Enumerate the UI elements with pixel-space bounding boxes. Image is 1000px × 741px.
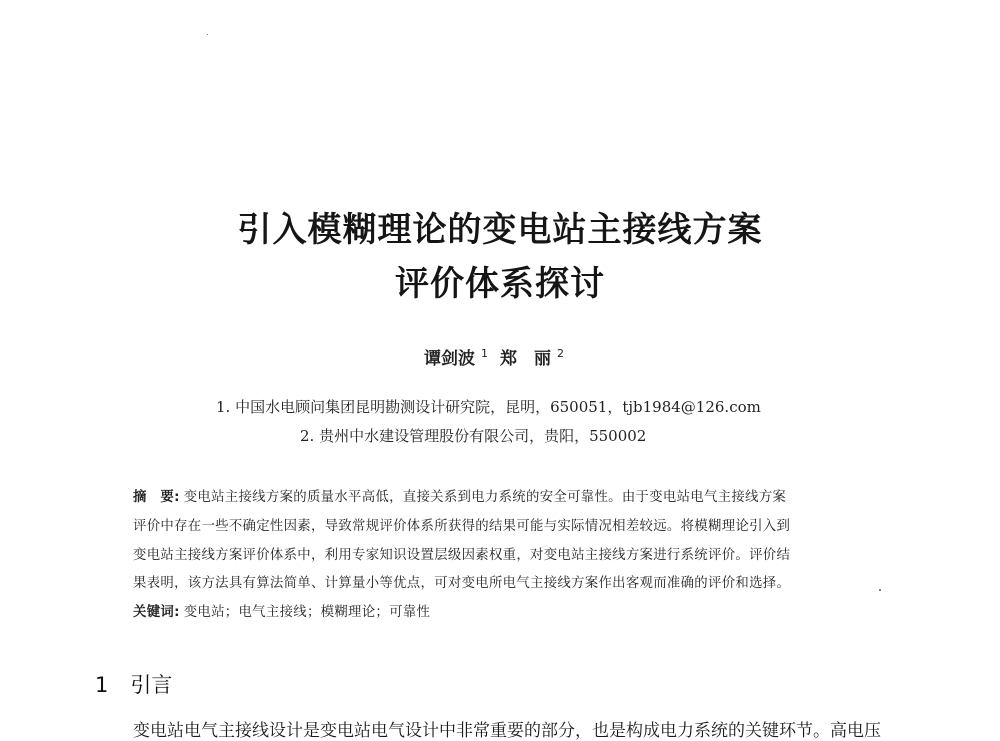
abstract-line [133,486,786,505]
section-number: 1 [95,673,109,697]
affiliation-2: 2. 贵州中水建设管理股份有限公司，贵阳，550002 [300,427,647,445]
author-name: 郑 丽 [500,349,551,369]
paper-title-line-1: 引入模糊理论的变电站主接线方案 [237,210,763,250]
abstract-label: 摘 要: [133,490,180,505]
keywords-label: 关键词: [133,605,180,620]
keywords-line [133,601,430,620]
paper-title-line-2: 评价体系探讨 [395,264,605,304]
author-affiliation-mark: 1 [481,347,488,360]
scan-speck [207,34,208,35]
abstract-line: 变电站主接线方案评价体系中，利用专家知识设置层级因素权重，对变电站主接线方案进行系统评价。评价结 [133,548,791,563]
keywords-text: 变电站；电气主接线；模糊理论；可靠性 [183,605,431,620]
abstract-line: 果表明，该方法具有算法简单、计算量小等优点，可对变电所电气主接线方案作出客观而准确的评价和选择。 [133,576,791,591]
scan-speck [879,589,881,591]
abstract-line: 评价中存在一些不确定性因素，导致常规评价体系所获得的结果可能与实际情况相差较远。将模糊理论引入到 [133,519,791,534]
body-text-line: 变电站电气主接线设计是变电站电气设计中非常重要的部分，也是构成电力系统的关键环节。高电压 [133,721,881,741]
author-list [0,344,1000,369]
section-heading [95,669,172,699]
author-affiliation-mark: 2 [557,347,564,360]
affiliation-1: 1. 中国水电顾问集团昆明勘测设计研究院，昆明，650051，tjb1984@126.com [216,398,761,416]
abstract-text: 变电站主接线方案的质量水平高低，直接关系到电力系统的安全可靠性。由于变电站电气主接线方案 [183,490,787,505]
author-name: 谭剑波 [424,349,475,369]
section-title: 引言 [130,673,173,697]
